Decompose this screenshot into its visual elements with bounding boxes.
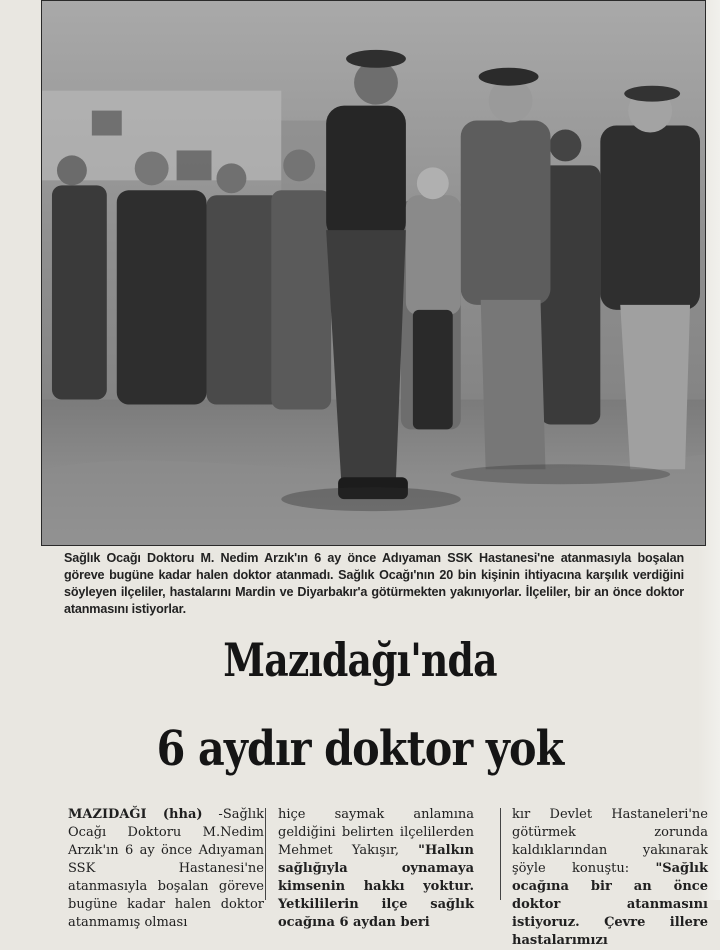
dateline: MAZIDAĞI (hha): [68, 807, 203, 822]
headline-line-2: 6 aydır doktor yok: [156, 721, 564, 777]
news-photo: [41, 0, 706, 546]
article-text: -Sağlık Ocağı Doktoru M.Nedim Arzık'ın 6 ay önce Adıyaman SSK Hastanesi'ne atanmasıyla boşalan göreve bugüne kadar halen doktor atanmamış olması: [68, 807, 265, 930]
article-text: hiçe saymak anlamına geldiğini belirten ilçelilerden Mehmet Yakışır,: [278, 807, 474, 858]
headline-line-1: Mazıdağı'nda: [223, 633, 497, 687]
article-columns: [60, 806, 720, 948]
article-column-1: [68, 806, 264, 932]
article-column-2: [278, 806, 474, 932]
article-column-3: [512, 806, 708, 950]
article-quote: "Sağlık ocağına bir an önce doktor atanmasını istiyoruz. Çevre illere hastalarımızı: [512, 861, 708, 948]
photo-caption: Sağlık Ocağı Doktoru M. Nedim Arzık'ın 6 ay önce Adıyaman SSK Hastanesi'ne atanmasıyla boşalan göreve bugüne kadar halen doktor atanmadı. Sağlık Ocağı'nın 20 bin kişinin ihtiyacına karşılık verdiğini söyleyen ilçeliler, hastalarını Mardin ve Diyarbakır'a götürmekten yakınıyorlar. İlçeliler, bir an önce doktor atanmasını istiyorlar.: [64, 551, 684, 616]
newspaper-photo-icon: [42, 1, 705, 545]
article-quote: "Halkın sağlığıyla oynamaya kimsenin hakkı yoktur. Yetkililerin ilçe sağlık ocağına 6 aydan beri: [278, 843, 474, 930]
article-text: kır Devlet Hastaneleri'ne götürmek zorunda kaldıklarından yakınarak şöyle konuştu:: [512, 807, 708, 876]
